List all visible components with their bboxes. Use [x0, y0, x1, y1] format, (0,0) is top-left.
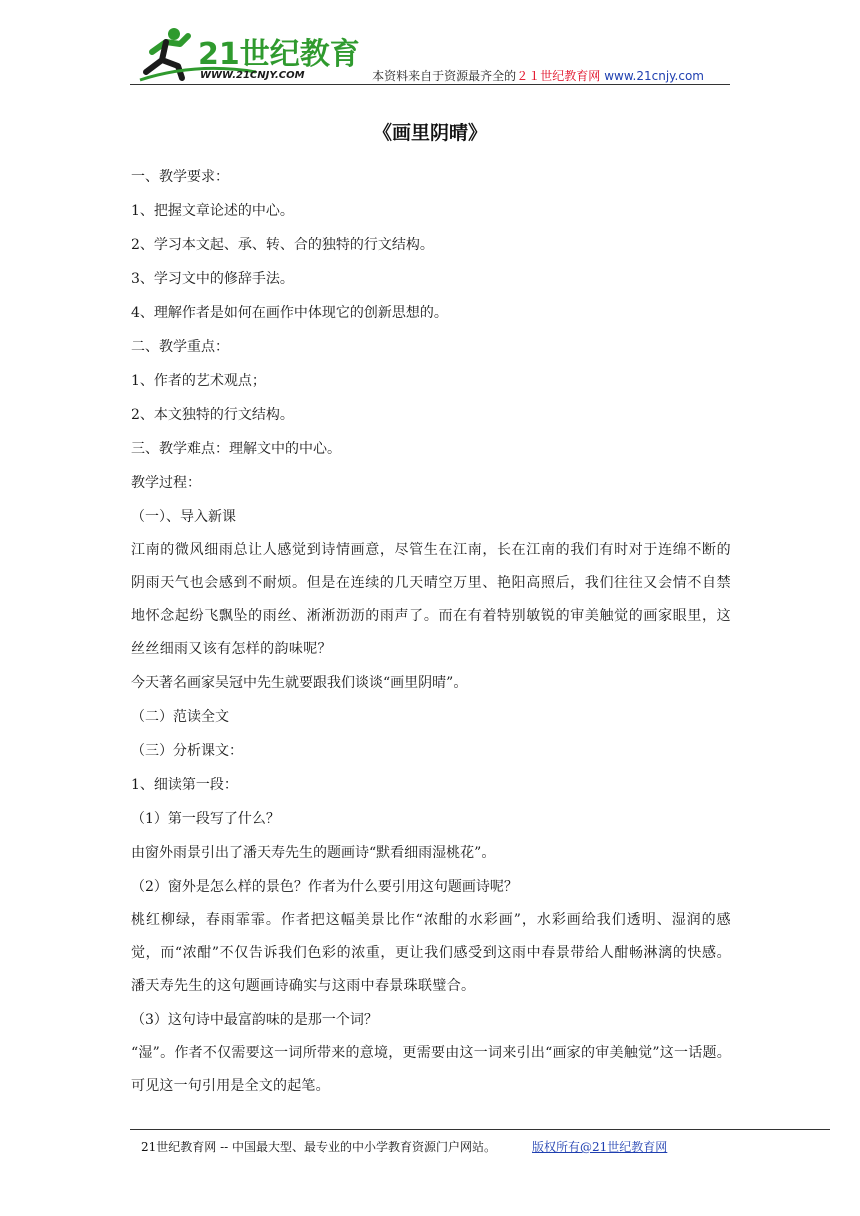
document-body	[131, 160, 731, 1103]
runner-logo-icon	[136, 22, 360, 84]
footer-divider	[130, 1129, 830, 1130]
footer-copyright-link[interactable]: 版权所有@21世纪教育网	[532, 1140, 668, 1154]
header-divider	[130, 84, 730, 85]
text-line: 4、理解作者是如何在画作中体现它的创新思想的。	[131, 305, 448, 321]
svg-text:21世纪教育: 21世纪教育	[198, 37, 360, 72]
paragraph-answer-2: 桃红柳绿，春雨霏霏。作者把这幅美景比作“浓酣的水彩画”，水彩画给我们透明、湿润的感觉，而“浓酣”不仅告诉我们色彩的浓重，更让我们感受到这雨中春景带给人酣畅淋漓的快感。潘天寿先生的这句题画诗确实与这雨中春景珠联璧合。	[131, 912, 731, 994]
text-line: （3）这句诗中最富韵味的是那一个词？	[131, 1012, 378, 1028]
text-line: 教学过程：	[131, 475, 201, 491]
header-note-prefix: 本资料来自于资源最齐全的	[372, 69, 517, 83]
text-line: 3、学习文中的修辞手法。	[131, 271, 294, 287]
header-note-url[interactable]: www.21cnjy.com	[604, 69, 704, 83]
text-line: 1、细读第一段：	[131, 777, 238, 793]
paragraph-answer-3: “湿”。作者不仅需要这一词所带来的意境，更需要由这一词来引出“画家的审美触觉”这一话题。可见这一句引用是全文的起笔。	[131, 1045, 731, 1094]
page-header	[130, 22, 730, 86]
text-line: 二、教学重点：	[131, 339, 229, 355]
text-line: （一）、导入新课	[131, 509, 236, 525]
text-line: （1）第一段写了什么？	[131, 811, 280, 827]
text-line: 2、学习本文起、承、转、合的独特的行文结构。	[131, 237, 434, 253]
page-footer	[141, 1138, 667, 1155]
text-line: （2）窗外是怎么样的景色？作者为什么要引用这句题画诗呢？	[131, 879, 518, 895]
document-title: 《画里阴晴》	[372, 122, 487, 144]
header-note-brand: ２１世纪教育网	[516, 69, 601, 83]
text-line: 由窗外雨景引出了潘天寿先生的题画诗“默看细雨湿桃花”。	[131, 845, 496, 861]
site-logo[interactable]	[136, 22, 360, 84]
text-line: 2、本文独特的行文结构。	[131, 407, 294, 423]
text-line: 一、教学要求：	[131, 169, 229, 185]
text-line: （三）分析课文：	[131, 743, 243, 759]
svg-text:WWW.21CNJY.COM: WWW.21CNJY.COM	[200, 70, 305, 81]
footer-site-description: 21世纪教育网 -- 中国最大型、最专业的中小学教育资源门户网站。	[141, 1140, 497, 1154]
text-line: 今天著名画家吴冠中先生就要跟我们谈谈“画里阴晴”。	[131, 675, 468, 691]
paragraph-intro: 江南的微风细雨总让人感觉到诗情画意，尽管生在江南，长在江南的我们有时对于连绵不断的阴雨天气也会感到不耐烦。但是在连续的几天晴空万里、艳阳高照后，我们往往又会情不自禁地怀念起纷飞飘坠的雨丝、淅淅沥沥的雨声了。而在有着特别敏锐的审美触觉的画家眼里，这丝丝细雨又该有怎样的韵味呢？	[131, 542, 731, 657]
text-line: 1、作者的艺术观点；	[131, 373, 266, 389]
text-line: 三、教学难点：理解文中的中心。	[131, 441, 341, 457]
header-source-note	[372, 67, 704, 84]
text-line: 1、把握文章论述的中心。	[131, 203, 294, 219]
text-line: （二）范读全文	[131, 709, 229, 725]
